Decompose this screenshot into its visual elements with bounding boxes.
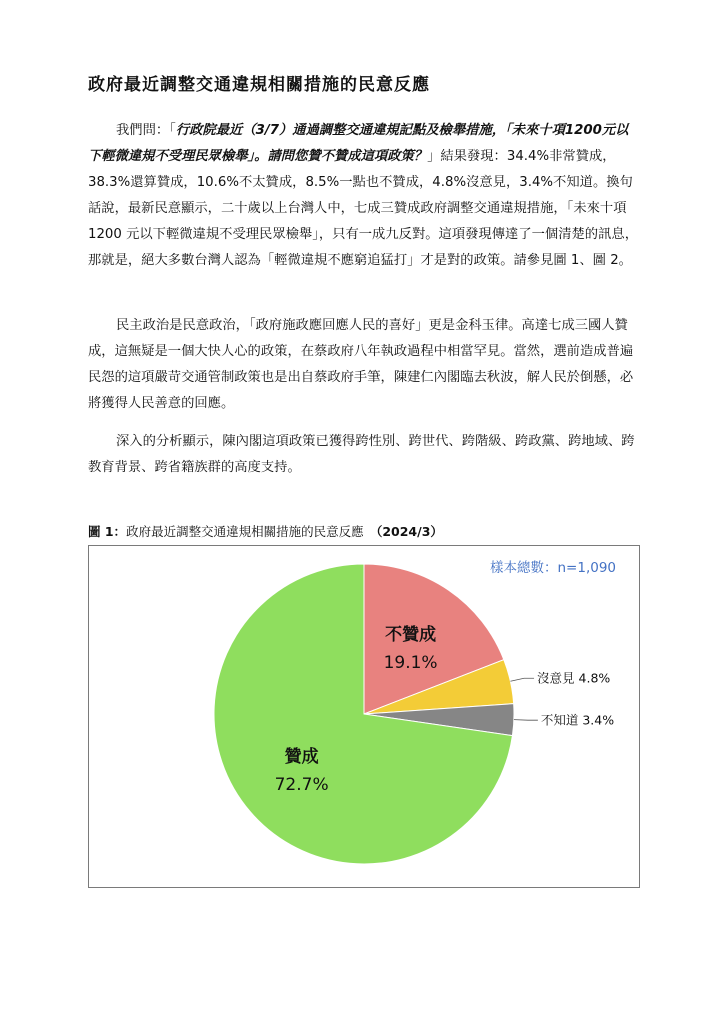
pie-label-2: 不知道 3.4% xyxy=(540,712,615,728)
pie-label-1: 沒意見 4.8% xyxy=(537,670,611,686)
figure-caption-date: （2024/3） xyxy=(376,524,443,539)
sample-size-note: 樣本總數：n=1,090 xyxy=(489,560,616,576)
figure-caption xyxy=(88,522,443,540)
survey-question: 行政院最近（3/7）通過調整交通違規記點及檢舉措施，「未來十項1200元以下輕微違規不受理民眾檢舉」。請問您贊不贊成這項政策？ xyxy=(88,123,629,164)
question-lead: 我們問：「 xyxy=(116,123,176,138)
pie-chart-frame xyxy=(88,545,640,888)
paragraph-survey-question xyxy=(88,118,640,274)
figure-caption-text: 政府最近調整交通違規相關措施的民意反應 xyxy=(126,524,364,539)
pie-chart xyxy=(89,546,639,887)
page-title: 政府最近調整交通違規相關措施的民意反應 xyxy=(88,75,430,95)
paragraph-analysis: 深入的分析顯示，陳內閣這項政策已獲得跨性別、跨世代、跨階級、跨政黨、跨地域、跨教育背景、跨省籍族群的高度支持。 xyxy=(88,434,635,475)
pie-label-value-3: 72.7% xyxy=(274,774,329,795)
pie-label-name-0: 不贊成 xyxy=(385,624,437,645)
pie-label-value-0: 19.1% xyxy=(383,652,438,673)
pie-leader-2 xyxy=(514,720,538,721)
paragraph-democracy: 民主政治是民意政治，「政府施政應回應人民的喜好」更是金科玉律。高達七成三國人贊成，這無疑是一個大快人心的政策，在蔡政府八年執政過程中相當罕見。當然，選前造成普遍民怨的這項嚴苛交通管制政策也是出自蔡政府手筆，陳建仁內閣臨去秋波，解人民於倒懸，必將獲得人民善意的回應。 xyxy=(88,318,634,411)
pie-label-name-3: 贊成 xyxy=(284,746,319,767)
figure-caption-label: 圖 1： xyxy=(88,524,127,539)
survey-results: 」結果發現：34.4%非常贊成，38.3%還算贊成，10.6%不太贊成，8.5%一點也不贊成，4.8%沒意見，3.4%不知道。換句話說，最新民意顯示，二十歲以上台灣人中，七成三贊成政府調整交通違規措施，「未來十項 1200 元以下輕微違規不受理民眾檢舉」，只有一成九反對。這項發現傳達了一個清楚的訊息，那就是，絕大多數台灣人認為「輕微違規不應窮追猛打」才是對的政策。請參見圖 1、圖 2。 xyxy=(88,149,638,268)
pie-leader-1 xyxy=(510,678,534,681)
